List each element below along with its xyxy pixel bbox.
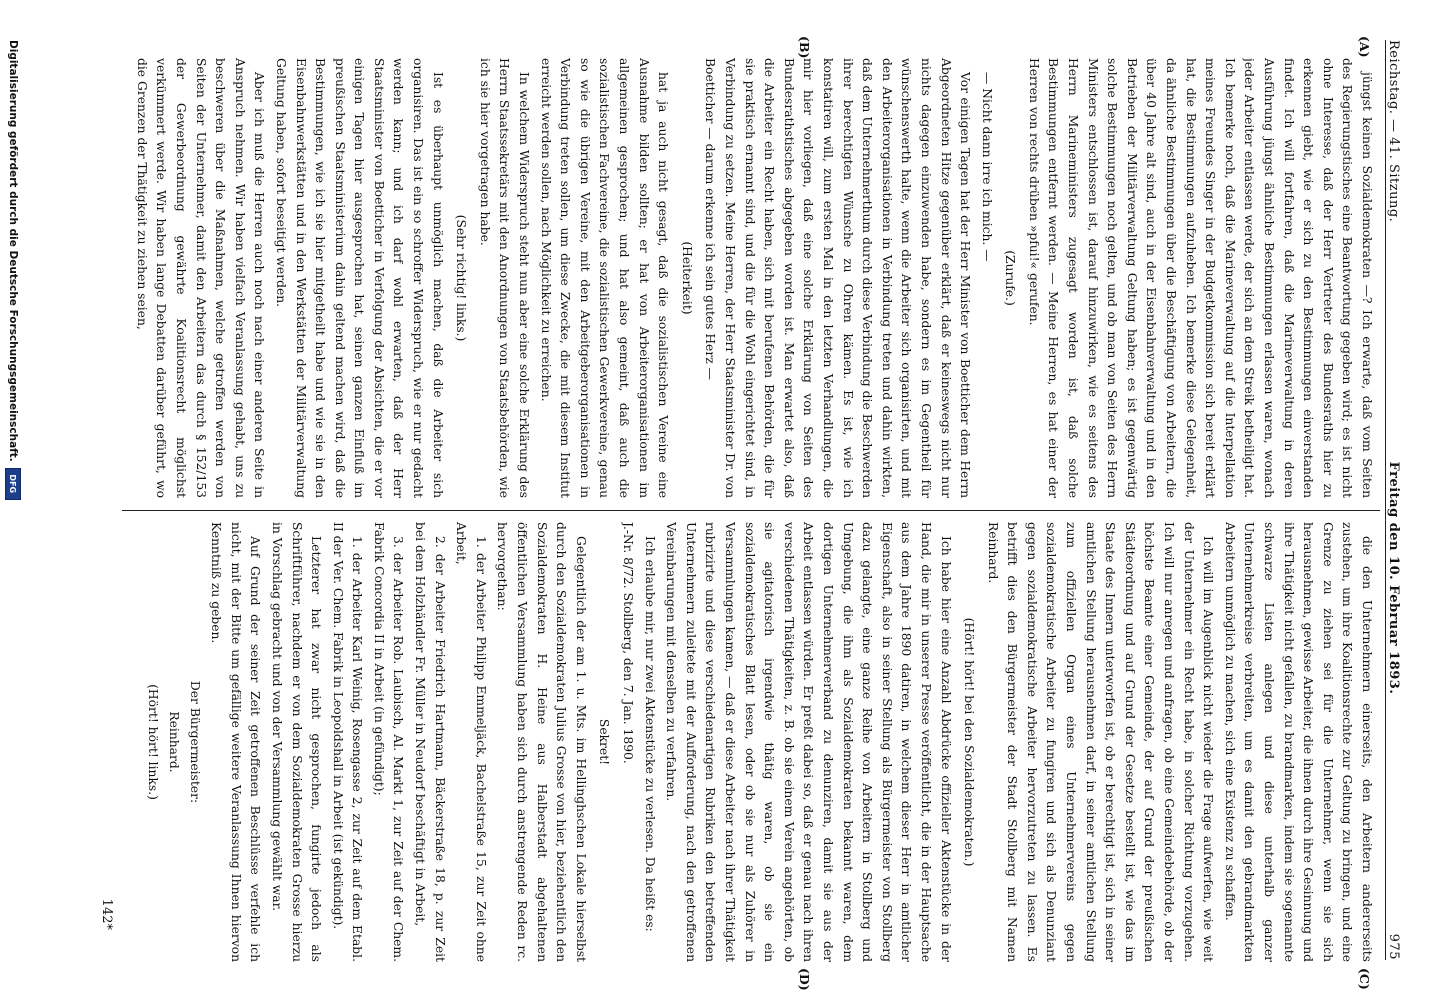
paragraph: Auf Grund der seiner Zeit getroffenen Beschlüsse verfehle ich nicht, mit der Bitte um gefällige weitere Veranlassung Ihnen hiervon Kenntniß zu geben.: [209, 522, 263, 962]
paragraph: Ich habe hier eine Anzahl Abdrücke offizieller Aktenstücke in der Hand, die mir in unserer Presse veröffentlicht, die in der Hauptsache aus dem Jahre 1890 datiren, in welchem dieser Herr in amtlicher Eigenschaft, also in seiner Stellung als Bürgermeister von Stollberg dazu gelangte, eine ganze Reihe von Arbeitern in Stollberg und Umgebung, die ihm als Sozialdemokraten bekannt waren, dem dortigen Unternehmerverband zu denunziren, damit sie aus der Arbeit entlassen würden. Er preßt dabei so, daß er genau nach ihren verschiedenen Thätigkeiten, z. B. ob sie einem Verein angehörten, ob sie agitatorisch irgendwie thätig waren, ob sie ein sozialdemokratisches Blatt lesen, oder ob sie nur als Zuhörer in Versammlungen kamen, — daß er diese Arbeiter nach ihrer Thätigkeit rubrizirte und diese verschiedenartigen Rubriken den betreffenden Unternehmern zuleitete mit der Aufforderung, nach den getroffenen Vereinbarungen mit denselben zu verfahren.: [664, 522, 953, 962]
paragraph: Aber ich muß die Herren auch noch nach einer anderen Seite in Anspruch nehmen. Wir haben vielfach Veranlassung gehabt, uns zu beschweren über die Maßnahmen, welche getroffen werden von Seiten der Unternehmer, damit den Arbeitern das durch § 152/153 der Gewerbeordnung gewährte Koalitionsrecht möglichst verkümmert werde. Wir haben lange Debatten darüber geführt, wo die Grenzen der Thätigkeit zu ziehen seien,: [134, 58, 267, 498]
paragraph: 1. der Arbeiter Karl Weinig, Rosengasse 2, zur Zeit auf dem Etabl. II der Ver. Chem. Fabrik in Leopoldshall in Arbeit (ist gekündigt).: [330, 522, 365, 962]
dfg-logo-icon: DFG: [5, 468, 21, 500]
signature-line: (Hört! hört! links.): [146, 684, 161, 800]
paragraph: jüngst keinen Sozialdemokraten —? Ich erwarte, daß vom Seiten des Regierungstisches eine Beantwortung gegeben wird; es ist nicht ohne Interesse, daß der Herr Vertreter des Bundesraths hier zu erkennen giebt, wie er sich zu den Bestimmungen einverstanden findet. Ich will fortfahren, daß die Marineverwaltung in deren Ausführung jüngst ähnliche Bestimmungen erlassen waren, wonach jeder Arbeiter entlassen werde, der sich an dem Streik betheiligt hat. Ich bemerke noch, daß die Marineverwaltung auf die Interpellation meines Freundes Singer in der Budgetkommission sich bereit erklärt hat, die Bestimmungen aufzuheben. Ich bemerke diese Gelegenheit, da ähnliche Bestimmungen über die Beschäftigung von Arbeitern, die über 40 Jahre alt sind, auch in der Eisenbahnverwaltung und in den Betrieben der Militärverwaltung Geltung haben; es ist gegenwärtig solche Bestimmungen noch gelten, und ob man von Seiten des Herrn Ministers entschlossen ist, darauf hinzuwirken, wie es seitens des Herrn Marineministers zugesagt worden ist, daß solche Bestimmungen entfernt werden. — Meine Herren, es hat einer der Herren von rechts drüben »pfui!« gerufen.: [1026, 58, 1374, 498]
paragraph: 2. der Arbeiter Friedrich Hartmann, Bäckerstraße 18, p. zur Zeit bei dem Holzhändler Fr. Müller in Neudorf beschäftigt in Arbeit,: [413, 522, 447, 962]
paragraph: 3. der Arbeiter Rob. Laubisch, Al. Markt 1, zur Zeit auf der Chem. Fabrik Concordia II in Arbeit (in gefündigt);: [371, 522, 406, 962]
signature-mark: 142*: [99, 898, 114, 930]
header-center: Freitag den 10. Februar 1893.: [1386, 461, 1401, 695]
paragraph: hat ja auch nicht gesagt, daß die sozialistischen Vereine eine Ausnahme bilden sollten; er hat von Arbeiterorganisationen im allgemeinen gesprochen; und hat also gemeint, daß auch die sozialistischen Fachvereine, die sozialistischen Gewerkvereine, genau so wie die übrigen Vereine, mit den Arbeitgeberorganisationen in Verbindung treten sollen, um diese Zwecke, die mit diesem Institut erreicht werden sollen, nach Möglichkeit zu erreichen.: [538, 58, 671, 498]
margin-marker-d: (D): [797, 968, 812, 991]
paragraph: die den Unternehmern einerseits, den Arbeitern andererseits zustehen, um ihre Koalitionsrechte zur Geltung zu bringen, und eine Grenze zu ziehen sei für die Unternehmer, wenn sie sich herausnehmen, gewisse Arbeiter, die ihnen durch ihre Gesinnung und ihre Thätigkeit nicht gefallen, zu brandmarken, indem sie sogenannte schwarze Listen anlegen und diese unterhalb ganzer Unternehmerkreise verbreiten, um es damit den gebrandmarkten Arbeitern unmöglich zu machen, sich eine Existenz zu schaffen.: [1222, 522, 1374, 962]
paragraph: In welchem Widerspruch steht nun aber eine solche Erklärung des Herrn Staatssekretärs mit den Anordnungen von Staatsbehörden, wie ich sie hier vorgetragen habe.: [477, 58, 532, 498]
signature-line: Reinhard.: [166, 711, 181, 773]
column-divider: [122, 510, 1380, 511]
page-header: [1385, 40, 1414, 960]
margin-marker-b: (B): [797, 36, 812, 59]
interjection: Sekret!: [597, 718, 612, 766]
paragraph: Gelegentlich der am 1. u. Mts. im Hellinghschen Lokale hierselbst durch den Sozialdemokraten Julius Grosse von hier, beziehentlich den Sozialdemokraten H. Heine aus Halberstadt abgehaltenen öffentlichen Versammlung haben sich durch anstrengende Reden rc. hervorgethan:: [495, 522, 588, 962]
interjection: (Sehr richtig! links.): [454, 214, 469, 342]
paragraph: 1. der Arbeiter Philipp Emmeljäck, Bachelstraße 15, zur Zeit ohne Arbeit,: [454, 522, 488, 962]
paragraph: Ich erlaube mir, nur zwei Aktenstücke zu verlesen. Da heißt es:: [642, 536, 657, 932]
margin-marker-c: (C): [1357, 968, 1372, 990]
interjection: (Zurufe.): [1003, 250, 1018, 306]
paragraph: Ist es überhaupt unmöglich machen, daß die Arbeiter sich organisiren. Das ist ein so schroffer Widerspruch, wie er nur gedacht werden kann; und ich darf wohl erwarten, daß der Herr Staatsminister von Boetticher in Verfolgung der Absichten, die er vor einigen Tagen hier ausgesprochen hat, seinen ganzen Einfluß im preußischen Staatsministerium dahin geltend machen wird, daß die Bestimmungen, wie ich sie hier mitgetheilt habe und wie sie in den Eisenbahnwerkstätten und in den Werkstätten der Militärverwaltung Geltung haben, sofort beseitigt werden.: [273, 58, 445, 498]
paragraph: J.-Nr. 8/72. Stollberg, den 7. Jan. 1890.: [621, 522, 636, 764]
paragraph: Letzterer hat zwar nicht gesprochen, fungirte jedoch als Schriftführer, nachdem er von dem Sozialdemokraten Grosse hierzu in Vorschlag gebracht und von der Versammlung gewählt war.: [269, 522, 324, 962]
credit-text: Digitalisierung gefördert durch die Deutsche Forschungsgemeinschaft.: [7, 40, 19, 462]
right-text-column: [126, 522, 1376, 962]
margin-marker-a: (A): [1357, 36, 1372, 58]
digitization-credit: [4, 40, 22, 500]
interjection: (Hört! hört! bei den Sozialdemokraten.): [962, 617, 977, 867]
left-text-column: [126, 58, 1376, 498]
signature-line: Der Bürgermeister:: [187, 680, 202, 804]
paragraph: Vor einigen Tagen hat der Herr Minister von Boetticher dem Herrn Abgeordneten Hitze gegenüber erklärt, daß er keineswegs nicht nur nichts dagegen einzuwenden habe, sondern es im Gegentheil für wünschenswerth halte, wenn die Arbeiter sich organisirten, und mit den Arbeiterorganisationen in Verbindung treten und dahin wirkten, daß dem Unternehmerthum durch diese Verbindung die Beschwerden ihrer berechtigten Wünsche zu Ohren kämen. Es ist, wie ich konstatiren will, zum ersten Mal in den letzten Verhandlungen, die mir hier vorliegen, daß eine solche Erklärung von Seiten des Bundesrathstisches abgegeben worden ist. Man erwartet also, daß die Arbeiter ein Recht haben, sich mit berufenen Behörden, die für sie praktisch ernannt sind, und die für die Wohl eingerichtet sind, in Verbindung zu setzen. Meine Herren, der Herr Staatsminister Dr. von Boetticher — darum erkenne ich sein gutes Herz —: [703, 58, 973, 498]
header-left: Reichstag. — 41. Sitzung.: [1386, 40, 1401, 223]
paragraph: Ich will im Augenblick nicht wieder die Frage aufwerfen, wie weit der Unternehmer ein Recht habe, in solcher Richtung vorzugehen. Ich will nur anregen und anfragen, ob eine Gemeindebehörde, ob der höchste Beamte einer Gemeinde, der auf Grund der preußischen Städteordnung und auf Grund der Gesetze bestellt ist, wie das im Staate des Innern unterworfen ist, ob er berechtigt ist, sich in seiner amtlichen Stellung herausnehmen darf, in seiner amtlichen Stellung zum offiziellen Organ eines Unternehmervereins gegen sozialdemokratische Arbeiter zu fungiren und sich als Denunziant gegen sozialdemokratische Arbeiter hervorzutreten zu lassen. Es betrifft dies den Bürgermeister der Stadt Stollberg mit Namen Reinhard.: [985, 522, 1216, 962]
paragraph: — Nicht dann irre ich mich. —: [979, 72, 994, 262]
page-number: 975: [1386, 933, 1401, 960]
interjection: (Heiterkeit): [679, 241, 694, 315]
